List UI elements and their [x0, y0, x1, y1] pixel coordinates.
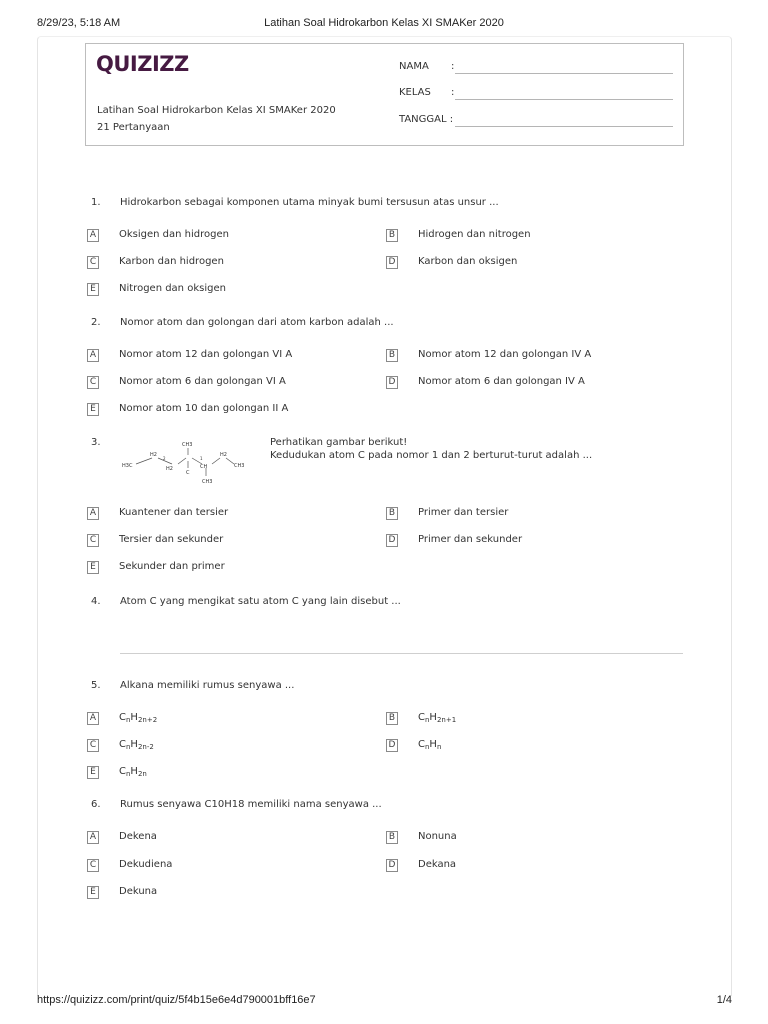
- option-formula: $C_nH_{2n}$: [119, 766, 147, 778]
- option-formula: $C_nH_{2n-2}$: [119, 739, 154, 751]
- option-letter: B: [386, 712, 398, 725]
- question-text-line-2: Kedudukan atom C pada nomor 1 dan 2 berturut-turut adalah ...: [270, 450, 593, 461]
- option-text: Nomor atom 12 dan golongan IV A: [418, 349, 592, 360]
- question-number: 2.: [91, 317, 101, 328]
- option-letter: A: [87, 349, 99, 362]
- option-letter: B: [386, 229, 398, 242]
- option-formula: $C_nH_{2n+2}$: [119, 712, 158, 724]
- option-letter: A: [87, 831, 99, 844]
- option-letter: B: [386, 507, 398, 520]
- option-letter: E: [87, 886, 99, 899]
- molecule-label-ch3-top: CH3: [182, 442, 193, 448]
- option-formula: $C_nH_{2n+1}$: [418, 712, 457, 724]
- molecule-label-h3c: H3C: [122, 463, 133, 469]
- question-text-line-1: Perhatikan gambar berikut!: [270, 437, 408, 448]
- molecule-label-ch3-end: CH3: [234, 463, 245, 469]
- option-text: Nomor atom 12 dan golongan VI A: [119, 349, 293, 360]
- molecule-label-ch2-a: H2: [150, 452, 157, 458]
- option-letter: B: [386, 349, 398, 362]
- option-text: Dekuna: [119, 886, 158, 897]
- molecule-label-ch2-b: H2: [166, 466, 173, 472]
- print-url: https://quizizz.com/print/quiz/5f4b15e6e4d790001bff16e7: [37, 994, 316, 1006]
- option-text: Dekena: [119, 831, 157, 842]
- question-number: 6.: [91, 799, 101, 810]
- option-letter: C: [87, 534, 99, 547]
- print-title: Latihan Soal Hidrokarbon Kelas XI SMAKer 2020: [264, 17, 504, 29]
- answer-line: [120, 653, 683, 654]
- molecule-label-ch2-c: H2: [220, 452, 227, 458]
- option-text: Sekunder dan primer: [119, 561, 225, 572]
- option-text: Nomor atom 6 dan golongan VI A: [119, 376, 286, 387]
- option-letter: C: [87, 859, 99, 872]
- option-letter: E: [87, 403, 99, 416]
- option-letter: E: [87, 561, 99, 574]
- question-text: Alkana memiliki rumus senyawa ...: [120, 680, 295, 691]
- tanggal-line: [455, 126, 673, 127]
- option-text: Hidrogen dan nitrogen: [418, 229, 531, 240]
- question-number: 1.: [91, 197, 101, 208]
- option-formula: $C_nH_n$: [418, 739, 442, 751]
- molecule-label-n1: 1: [200, 456, 203, 461]
- option-letter: E: [87, 283, 99, 296]
- nama-colon: :: [451, 61, 455, 72]
- quiz-title: Latihan Soal Hidrokarbon Kelas XI SMAKer 2020: [97, 105, 336, 116]
- question-text: Hidrokarbon sebagai komponen utama minyak bumi tersusun atas unsur ...: [120, 197, 499, 208]
- question-count: 21 Pertanyaan: [97, 122, 170, 133]
- question-number: 3.: [91, 437, 101, 448]
- question-number: 4.: [91, 596, 101, 607]
- option-text: Tersier dan sekunder: [119, 534, 224, 545]
- print-footer: [0, 994, 768, 1008]
- kelas-line: [455, 99, 673, 100]
- option-text: Karbon dan hidrogen: [119, 256, 224, 267]
- question-number: 5.: [91, 680, 101, 691]
- molecule-label-c: C: [186, 470, 190, 476]
- tanggal-label: TANGGAL :: [399, 114, 454, 125]
- option-text: Dekana: [418, 859, 457, 870]
- option-letter: D: [386, 739, 398, 752]
- option-letter: D: [386, 376, 398, 389]
- option-text: Nomor atom 6 dan golongan IV A: [418, 376, 585, 387]
- molecule-label-n2: 2: [163, 456, 166, 461]
- quizizz-logo: QUIZIZZ: [96, 52, 189, 76]
- option-letter: D: [386, 859, 398, 872]
- nama-label: NAMA: [399, 61, 429, 72]
- quiz-header-box: [85, 43, 684, 146]
- question-text: Atom C yang mengikat satu atom C yang lain disebut ...: [120, 596, 401, 607]
- question-text: Rumus senyawa C10H18 memiliki nama senyawa ...: [120, 799, 382, 810]
- option-letter: A: [87, 507, 99, 520]
- option-text: Primer dan tersier: [418, 507, 509, 518]
- option-letter: A: [87, 712, 99, 725]
- option-letter: A: [87, 229, 99, 242]
- option-text: Karbon dan oksigen: [418, 256, 518, 267]
- option-text: Kuantener dan tersier: [119, 507, 229, 518]
- option-text: Nonuna: [418, 831, 457, 842]
- option-letter: B: [386, 831, 398, 844]
- option-text: Nitrogen dan oksigen: [119, 283, 226, 294]
- question-text: Nomor atom dan golongan dari atom karbon adalah ...: [120, 317, 394, 328]
- print-date: 8/29/23, 5:18 AM: [37, 17, 121, 29]
- option-text: Nomor atom 10 dan golongan II A: [119, 403, 289, 414]
- nama-line: [455, 73, 673, 74]
- page-number: 1/4: [716, 994, 732, 1006]
- option-letter: D: [386, 256, 398, 269]
- molecule-label-ch: CH: [200, 464, 208, 470]
- option-letter: C: [87, 256, 99, 269]
- kelas-colon: :: [451, 87, 455, 98]
- option-text: Primer dan sekunder: [418, 534, 523, 545]
- option-letter: D: [386, 534, 398, 547]
- option-text: Oksigen dan hidrogen: [119, 229, 229, 240]
- option-text: Dekudiena: [119, 859, 173, 870]
- molecule-structure-image: [120, 438, 256, 488]
- print-header: [0, 17, 768, 31]
- kelas-label: KELAS: [399, 87, 431, 98]
- option-letter: C: [87, 739, 99, 752]
- option-letter: C: [87, 376, 99, 389]
- molecule-label-ch3-bottom: CH3: [202, 479, 213, 485]
- option-letter: E: [87, 766, 99, 779]
